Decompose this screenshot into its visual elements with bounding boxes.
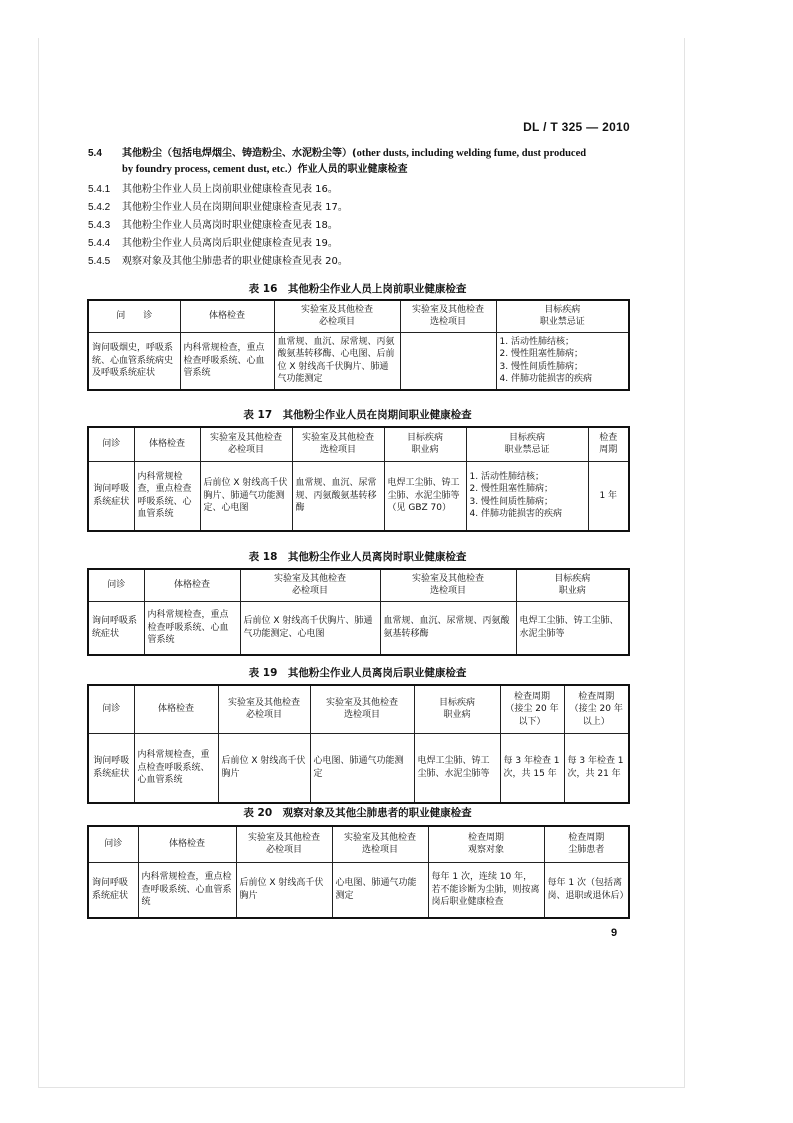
table-17-caption: 表 17 其他粉尘作业人员在岗期间职业健康检查	[243, 409, 472, 421]
table-header-cell: 实验室及其他检查 必检项目	[200, 427, 292, 461]
table-cell: 每年 1 次，连续 10 年，若不能诊断为尘肺，则按离岗后职业健康检查	[428, 862, 544, 918]
table-header-cell: 检查周期 观察对象	[428, 826, 544, 862]
table-header-cell: 体格检查	[134, 685, 218, 733]
section-heading-en-a: other dusts, including welding fume, dust produced	[356, 148, 587, 159]
table-header-cell: 目标疾病 职业禁忌证	[496, 300, 629, 332]
section-heading	[88, 146, 633, 178]
section-item: 5.4.5 观察对象及其他尘肺患者的职业健康检查见表 20。	[88, 256, 348, 267]
table-cell: 内科常规检查，重点检查呼吸系统、心血管系统	[180, 332, 274, 390]
table-cell: 每 3 年检查 1 次，共 21 年	[564, 733, 629, 803]
table-16-header-row	[88, 300, 629, 332]
section-heading-number: 5.4	[88, 148, 102, 159]
table-cell: 询问吸烟史，呼吸系统、心血管系统病史及呼吸系统症状	[88, 332, 180, 390]
table-cell: 后前位 X 射线高千伏胸片、肺通气功能测定、心电图	[200, 461, 292, 531]
table-cell: 电焊工尘肺、铸工尘肺、水泥尘肺等	[414, 733, 500, 803]
table-cell: 内科常规检查，重点检查呼吸系统、心血管系统	[138, 862, 236, 918]
table-header-cell: 实验室及其他检查 选检项目	[400, 300, 496, 332]
table-cell: 询问呼吸系统症状	[88, 862, 138, 918]
table-cell: 血常规、血沉、尿常规、丙氨酸氨基转移酶	[380, 601, 516, 655]
table-header-cell: 检查周期 （接尘 20 年 以下）	[500, 685, 564, 733]
table-cell: 心电图、肺通气功能测定	[332, 862, 428, 918]
table-17	[87, 426, 630, 532]
table-20-caption: 表 20 观察对象及其他尘肺患者的职业健康检查	[243, 807, 472, 819]
table-cell: 心电图、肺通气功能测定	[310, 733, 414, 803]
table-cell: 内科常规检查，重点检查呼吸系统、心血管系统	[134, 733, 218, 803]
table-header-cell: 问诊	[88, 685, 134, 733]
table-cell: 每 3 年检查 1 次，共 15 年	[500, 733, 564, 803]
table-cell: 血常规、血沉、尿常规、丙氨酸氨基转移酶、心电图、后前位 X 射线高千伏胸片、肺通气功能测定	[274, 332, 400, 390]
table-17-header-row	[88, 427, 629, 461]
table-header-cell: 实验室及其他检查 必检项目	[236, 826, 332, 862]
table-cell: 1 年	[588, 461, 629, 531]
table-cell: 每年 1 次（包括离岗、退职或退休后）	[544, 862, 629, 918]
table-cell: 1. 活动性肺结核； 2. 慢性阻塞性肺病； 3. 慢性间质性肺病； 4. 伴肺功能损害的疾病	[496, 332, 629, 390]
table-cell: 电焊工尘肺、铸工尘肺、水泥尘肺等	[516, 601, 629, 655]
section-item: 5.4.3 其他粉尘作业人员离岗时职业健康检查见表 18。	[88, 220, 338, 231]
table-header-cell: 问诊	[88, 569, 144, 601]
table-header-cell: 检查周期 （接尘 20 年 以上）	[564, 685, 629, 733]
table-header-cell: 体格检查	[144, 569, 240, 601]
section-heading-cn-b: ）作业人员的职业健康检查	[287, 164, 408, 175]
section-item: 5.4.1 其他粉尘作业人员上岗前职业健康检查见表 16。	[88, 184, 338, 195]
table-cell	[400, 332, 496, 390]
table-cell: 内科常规检查，重点检查呼吸系统、心血管系统	[144, 601, 240, 655]
table-header-cell: 目标疾病 职业病	[414, 685, 500, 733]
table-18-header-row	[88, 569, 629, 601]
section-item: 5.4.4 其他粉尘作业人员离岗后职业健康检查见表 19。	[88, 238, 338, 249]
table-cell: 1. 活动性肺结核； 2. 慢性阻塞性肺病； 3. 慢性间质性肺病； 4. 伴肺功能损害的疾病	[466, 461, 588, 531]
table-cell: 后前位 X 射线高千伏胸片	[218, 733, 310, 803]
table-header-cell: 实验室及其他检查 必检项目	[240, 569, 380, 601]
table-header-cell: 目标疾病 职业病	[384, 427, 466, 461]
table-18-caption: 表 18 其他粉尘作业人员离岗时职业健康检查	[248, 551, 467, 563]
table-header-cell: 目标疾病 职业禁忌证	[466, 427, 588, 461]
table-19	[87, 684, 630, 804]
table-19-header-row	[88, 685, 629, 733]
section-heading-en-b: by foundry process, cement dust, etc.	[122, 164, 288, 175]
table-cell: 询问呼吸系统症状	[88, 461, 134, 531]
table-cell: 电焊工尘肺、铸工尘肺、水泥尘肺等（见 GBZ 70）	[384, 461, 466, 531]
table-row	[88, 601, 629, 655]
table-header-cell: 实验室及其他检查 必检项目	[274, 300, 400, 332]
page-number: 9	[611, 927, 618, 939]
table-header-cell: 体格检查	[134, 427, 200, 461]
table-header-cell: 体格检查	[180, 300, 274, 332]
table-header-cell: 实验室及其他检查 选检项目	[310, 685, 414, 733]
table-header-cell: 体格检查	[138, 826, 236, 862]
table-cell: 内科常规检查，重点检查呼吸系统、心血管系统	[134, 461, 200, 531]
table-row	[88, 461, 629, 531]
table-cell: 后前位 X 射线高千伏胸片	[236, 862, 332, 918]
table-header-cell: 问 诊	[88, 300, 180, 332]
table-header-cell: 实验室及其他检查 选检项目	[380, 569, 516, 601]
table-16	[87, 299, 630, 391]
table-cell: 血常规、血沉、尿常规、丙氨酸氨基转移酶	[292, 461, 384, 531]
table-header-cell: 检查周期 尘肺患者	[544, 826, 629, 862]
section-item: 5.4.2 其他粉尘作业人员在岗期间职业健康检查见表 17。	[88, 202, 348, 213]
table-row	[88, 862, 629, 918]
page-frame-right	[684, 38, 685, 1088]
table-header-cell: 实验室及其他检查 选检项目	[292, 427, 384, 461]
table-header-cell: 检查 周期	[588, 427, 629, 461]
table-header-cell: 实验室及其他检查 选检项目	[332, 826, 428, 862]
table-20-header-row	[88, 826, 629, 862]
document-code: DL / T 325 — 2010	[523, 120, 630, 134]
section-heading-cn-a: 其他粉尘（包括电焊烟尘、铸造粉尘、水泥粉尘等）(	[122, 148, 357, 159]
table-19-caption: 表 19 其他粉尘作业人员离岗后职业健康检查	[248, 667, 467, 679]
page-frame-left	[38, 38, 39, 1088]
table-header-cell: 目标疾病 职业病	[516, 569, 629, 601]
table-cell: 询问呼吸系统症状	[88, 733, 134, 803]
table-cell: 后前位 X 射线高千伏胸片、肺通气功能测定、心电图	[240, 601, 380, 655]
table-row	[88, 332, 629, 390]
table-header-cell: 实验室及其他检查 必检项目	[218, 685, 310, 733]
table-20	[87, 825, 630, 919]
table-row	[88, 733, 629, 803]
table-16-caption: 表 16 其他粉尘作业人员上岗前职业健康检查	[248, 283, 467, 295]
table-cell: 询问呼吸系统症状	[88, 601, 144, 655]
table-header-cell: 问诊	[88, 427, 134, 461]
table-header-cell: 问诊	[88, 826, 138, 862]
page-frame-bottom	[38, 1087, 685, 1088]
table-18	[87, 568, 630, 656]
